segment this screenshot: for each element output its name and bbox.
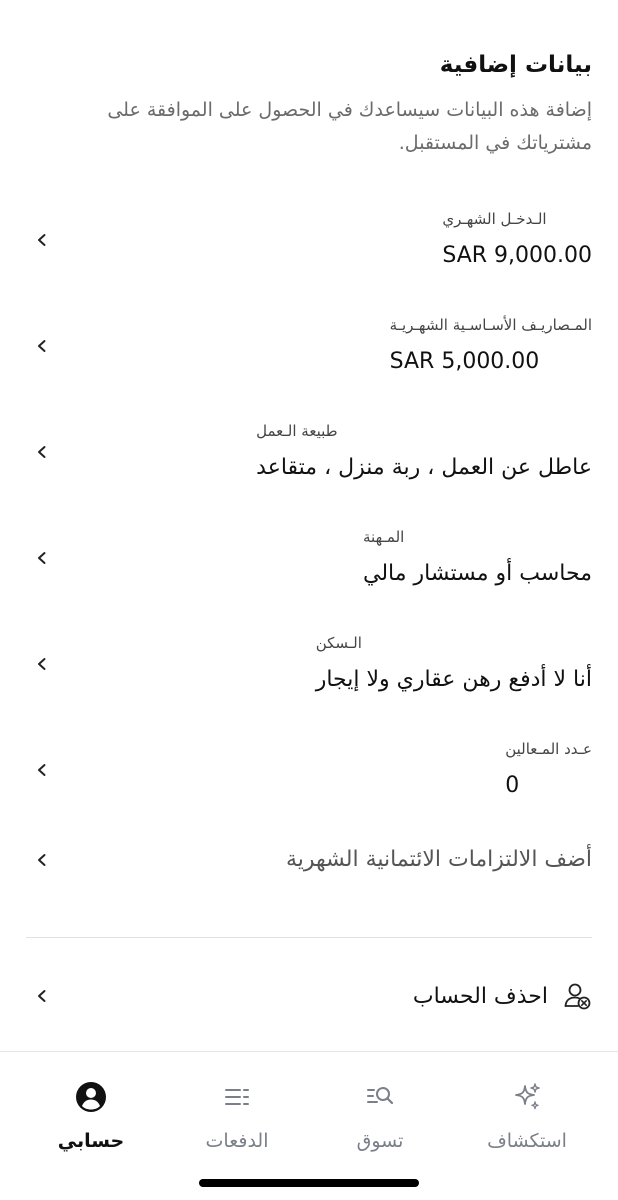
field-value: عاطل عن العمل ، ربة منزل ، متقاعد: [256, 455, 592, 480]
field-value: محاسب أو مستشار مالي: [363, 561, 592, 586]
field-label: طبيعة الـعمل: [256, 422, 338, 440]
tab-label: الدفعات: [205, 1130, 269, 1152]
tab-my-account[interactable]: [31, 1080, 151, 1152]
chevron-left-icon: [30, 546, 54, 570]
chevron-left-icon: [30, 228, 54, 252]
field-row-employment-type[interactable]: [26, 420, 592, 484]
chevron-left-icon: [30, 758, 54, 782]
search-list-icon: [363, 1080, 397, 1114]
add-credit-obligations-label: أضف الالتزامات الائتمانية الشهرية: [285, 847, 592, 872]
field-label: الـسكن: [315, 634, 362, 652]
chevron-left-icon: [30, 984, 54, 1008]
tab-label: استكشاف: [487, 1130, 567, 1152]
tab-shop[interactable]: [320, 1080, 440, 1152]
field-label: المـهنة: [363, 528, 405, 546]
tab-payments[interactable]: [177, 1080, 297, 1152]
chevron-left-icon: [30, 440, 54, 464]
tab-label: حسابي: [57, 1130, 125, 1152]
chevron-left-icon: [30, 848, 54, 872]
user-remove-icon: [562, 981, 592, 1011]
field-value: SAR 9,000.00: [442, 243, 592, 268]
sparkles-icon: [510, 1080, 544, 1114]
delete-account-row[interactable]: [26, 974, 592, 1018]
field-row-occupation[interactable]: [26, 526, 592, 590]
page-subtitle: إضافة هذه البيانات سيساعدك في الحصول على الموافقة على مشترياتك في المستقبل.: [107, 99, 592, 154]
add-credit-obligations-row[interactable]: [26, 842, 592, 878]
field-label: المـصاريـف الأسـاسـية الشهـريـة: [389, 316, 592, 334]
tab-explore[interactable]: [467, 1080, 587, 1152]
header: [26, 48, 592, 160]
field-value: 0: [505, 773, 520, 798]
user-circle-icon: [74, 1080, 108, 1114]
chevron-left-icon: [30, 334, 54, 358]
field-label: الـدخـل الشهـري: [442, 210, 547, 228]
field-value: SAR 5,000.00: [389, 349, 540, 374]
bottom-tab-bar: [0, 1051, 618, 1200]
delete-account-label: احذف الحساب: [412, 983, 548, 1009]
home-indicator: [199, 1179, 419, 1187]
section-divider: [26, 937, 592, 938]
field-row-dependents[interactable]: [26, 738, 592, 802]
field-row-housing[interactable]: [26, 632, 592, 696]
page-title: بيانات إضافية: [439, 52, 592, 78]
field-value: أنا لا أدفع رهن عقاري ولا إيجار: [315, 667, 592, 692]
field-label: عـدد المـعالين: [505, 740, 592, 758]
list-icon: [220, 1080, 254, 1114]
tab-label: تسوق: [356, 1130, 404, 1152]
field-row-monthly-income[interactable]: [26, 208, 592, 272]
chevron-left-icon: [30, 652, 54, 676]
field-row-monthly-expenses[interactable]: [26, 314, 592, 378]
